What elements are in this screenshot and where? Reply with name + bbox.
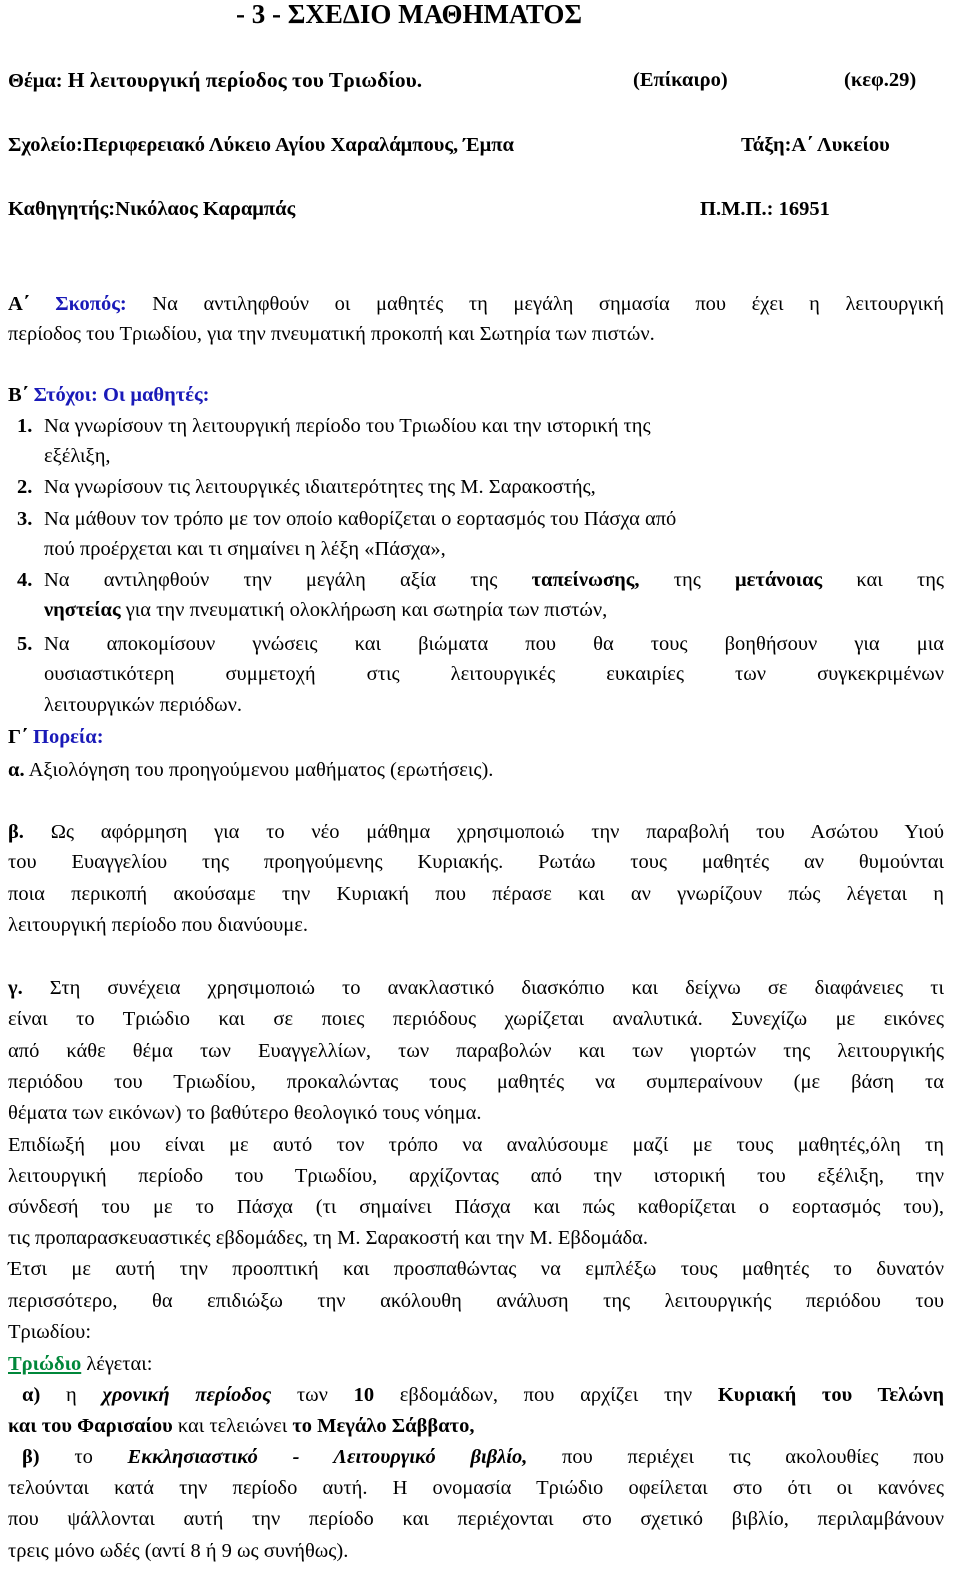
step-mark: γ. bbox=[8, 977, 23, 999]
goal-emphasis: μετάνοιας bbox=[735, 569, 823, 591]
goal-number: 2. bbox=[17, 476, 33, 498]
goal-text: Να αποκομίσουν γνώσεις και βιώματα που θα τους βοηθήσουν για μια bbox=[44, 633, 944, 655]
triodio-term-link[interactable]: Τριώδιο bbox=[8, 1353, 82, 1375]
def-emphasis: το Μεγάλο Σάββατο bbox=[292, 1415, 470, 1437]
course-step-c bbox=[8, 974, 944, 1004]
goal-text bbox=[44, 566, 944, 596]
goal-emphasis: νηστείας bbox=[44, 599, 121, 621]
paragraph-line: περιόδου του Τριωδίου, προκαλώντας τους μαθητές να συμπεραίνουν (με βάση τα bbox=[8, 1071, 944, 1093]
goal-text: ουσιαστικότερη συμμετοχή στις λειτουργικές ευκαιρίες των συγκεκριμένων bbox=[44, 663, 944, 685]
class-name: Τάξη:Α΄ Λυκείου bbox=[741, 134, 890, 156]
goal-text: Να γνωρίσουν τη λειτουργική περίοδο του Τριωδίου και την ιστορική της bbox=[44, 415, 651, 437]
goal-segment: και της bbox=[856, 569, 945, 591]
theme-label: Θέμα: bbox=[8, 70, 63, 92]
paragraph-line: λειτουργική περίοδο του Τριωδίου, αρχίζοντας από την ιστορική του εξέλιξη, την bbox=[8, 1165, 944, 1187]
purpose-text-1: Να αντιληφθούν οι μαθητές τη μεγάλη σημασία που έχει η λειτουργική bbox=[152, 293, 945, 315]
paragraph-line: τις προπαρασκευαστικές εβδομάδες, τη Μ. Σαρακοστή και την Μ. Εβδομάδα. bbox=[8, 1227, 649, 1249]
course-step-a bbox=[8, 756, 493, 786]
course-prefix: Γ΄ bbox=[8, 726, 28, 748]
purpose-line-1 bbox=[8, 290, 944, 320]
paragraph-line: του Ευαγγελίου της προηγούμενης Κυριακής. Ρωτάω τους μαθητές αν θυμούνται bbox=[8, 851, 944, 873]
goal-emphasis: ταπείνωσης, bbox=[531, 569, 640, 591]
chapter-ref: (κεφ.29) bbox=[844, 69, 917, 91]
goals-label: Στόχοι: bbox=[33, 384, 98, 406]
goal-text: Να μάθουν τον τρόπο με τον οποίο καθορίζεται ο εορτασμός του Πάσχα από bbox=[44, 508, 677, 530]
goal-number: 1. bbox=[17, 415, 33, 437]
teacher-id: Π.Μ.Π.: 16951 bbox=[700, 198, 830, 220]
goal-segment: της bbox=[673, 569, 701, 591]
triodio-called: λέγεται: bbox=[81, 1353, 153, 1375]
goal-text bbox=[44, 596, 607, 626]
def-segment: των bbox=[271, 1384, 354, 1406]
step-mark: α. bbox=[8, 759, 25, 781]
goal-text: πού προέρχεται και τι σημαίνει η λέξη «Πάσχα», bbox=[44, 538, 446, 560]
goals-prefix: Β΄ bbox=[8, 384, 29, 406]
paragraph-line: θέματα των εικόνων) το βαθύτερο θεολογικό τους νόημα. bbox=[8, 1102, 482, 1124]
goal-text: λειτουργικών περιόδων. bbox=[44, 694, 243, 716]
def-emphasis: χρονική περίοδος bbox=[102, 1384, 272, 1406]
def-emphasis: Κυριακή του Τελώνη bbox=[717, 1384, 944, 1406]
step-text: Αξιολόγηση του προηγούμενου μαθήματος (ερωτήσεις). bbox=[28, 759, 494, 781]
paragraph-line: τρεις μόνο ωδές (αντί 8 ή 9 ως συνήθως). bbox=[8, 1540, 349, 1562]
goal-text: εξέλιξη, bbox=[44, 445, 111, 467]
def-segment: που περιέχει τις ακολουθίες που bbox=[527, 1446, 944, 1468]
goal-number: 4. bbox=[17, 569, 33, 591]
theme-text: Η λειτουργική περίοδος του Τριωδίου. bbox=[67, 68, 423, 92]
course-step-b bbox=[8, 818, 944, 848]
goal-number: 3. bbox=[17, 508, 33, 530]
page-title: - 3 - ΣΧΕΔΙΟ ΜΑΘΗΜΑΤΟΣ bbox=[236, 0, 583, 29]
def-segment: , bbox=[469, 1415, 475, 1437]
goals-heading bbox=[8, 381, 209, 411]
goals-subtitle: Οι μαθητές: bbox=[102, 384, 210, 406]
paragraph-line: σύνδεσή του με το Πάσχα (τι σημαίνει Πάσχα και πώς καθορίζεται ο εορτασμός του), bbox=[8, 1196, 944, 1218]
paragraph-line: ποια περικοπή ακούσαμε την Κυριακή που πέρασε και αν γνωρίζουν πώς λέγεται η bbox=[8, 883, 944, 905]
paragraph-line: Επιδίωξή μου είναι με αυτό τον τρόπο να αναλύσουμε μαζί με τους μαθητές,όλη τη bbox=[8, 1134, 944, 1156]
course-heading bbox=[8, 723, 104, 753]
def-segment: το bbox=[39, 1446, 128, 1468]
purpose-label: Σκοπός: bbox=[55, 293, 127, 315]
goal-segment: για την πνευματική ολοκλήρωση και σωτηρία των πιστών, bbox=[125, 599, 608, 621]
def-segment: και τελειώνει bbox=[172, 1415, 293, 1437]
def-segment: η bbox=[40, 1384, 103, 1406]
def-emphasis: και του Φαρισαίου bbox=[8, 1415, 173, 1437]
paragraph-line: τελούνται κατά την περίοδο αυτή. Η ονομασία Τριώδιο οφείλεται στο ότι οι κανόνες bbox=[8, 1477, 944, 1499]
goal-number: 5. bbox=[17, 633, 33, 655]
goal-text: Να γνωρίσουν τις λειτουργικές ιδιαιτερότητες της Μ. Σαρακοστής, bbox=[44, 476, 596, 498]
paragraph-line: Τριωδίου: bbox=[8, 1321, 92, 1343]
triodio-def-a bbox=[22, 1381, 944, 1411]
def-segment: εβδομάδων, που αρχίζει την bbox=[374, 1384, 718, 1406]
def-emphasis: Εκκλησιαστικό - Λειτουργικό βιβλίο, bbox=[127, 1446, 528, 1468]
theme-line bbox=[8, 66, 422, 97]
purpose-prefix: Α΄ bbox=[8, 293, 30, 315]
course-label: Πορεία: bbox=[33, 726, 104, 748]
def-mark: α) bbox=[22, 1384, 41, 1406]
step-mark: β. bbox=[8, 821, 24, 843]
theme-note: (Επίκαιρο) bbox=[633, 69, 728, 91]
step-text: Ως αφόρμηση για το νέο μάθημα χρησιμοποιώ την παραβολή του Ασώτου Υιού bbox=[50, 821, 944, 843]
paragraph-line: από κάθε θέμα των Ευαγγελλίων, των παραβολών και των γιορτών της λειτουργικής bbox=[8, 1040, 944, 1062]
triodio-def-b bbox=[22, 1443, 944, 1473]
paragraph-line: που ψάλλονται αυτή την περίοδο και περιέχονται στο σχετικό βιβλίο, περιλαμβάνουν bbox=[8, 1508, 944, 1530]
triodio-def-a-cont bbox=[8, 1412, 474, 1442]
paragraph-line: Έτσι με αυτή την προοπτική και προσπαθώντας να εμπλέξω τους μαθητές το δυνατόν bbox=[8, 1258, 944, 1280]
paragraph-line: είναι το Τριώδιο και σε ποιες περιόδους χωρίζεται αναλυτικά. Συνεχίζω με εικόνες bbox=[8, 1008, 944, 1030]
purpose-line-2: περίοδος του Τριωδίου, για την πνευματική προκοπή και Σωτηρία των πιστών. bbox=[8, 323, 655, 345]
paragraph-line: λειτουργική περίοδο που διανύουμε. bbox=[8, 914, 309, 936]
step-text: Στη συνέχεια χρησιμοποιώ το ανακλαστικό διασκόπιο και δείχνω σε διαφάνειες τι bbox=[49, 977, 944, 999]
goal-segment: Να αντιληφθούν την μεγάλη αξία της bbox=[44, 569, 498, 591]
school-name: Σχολείο:Περιφερειακό Λύκειο Αγίου Χαραλάμπους, Έμπα bbox=[8, 134, 514, 156]
triodio-heading bbox=[8, 1350, 152, 1380]
teacher-name: Καθηγητής:Νικόλαος Καραμπάς bbox=[8, 198, 296, 220]
def-emphasis: 10 bbox=[353, 1384, 375, 1406]
paragraph-line: περισσότερο, θα επιδιώξω την ακόλουθη ανάλυση της λειτουργικής περιόδου του bbox=[8, 1290, 944, 1312]
def-mark: β) bbox=[22, 1446, 40, 1468]
